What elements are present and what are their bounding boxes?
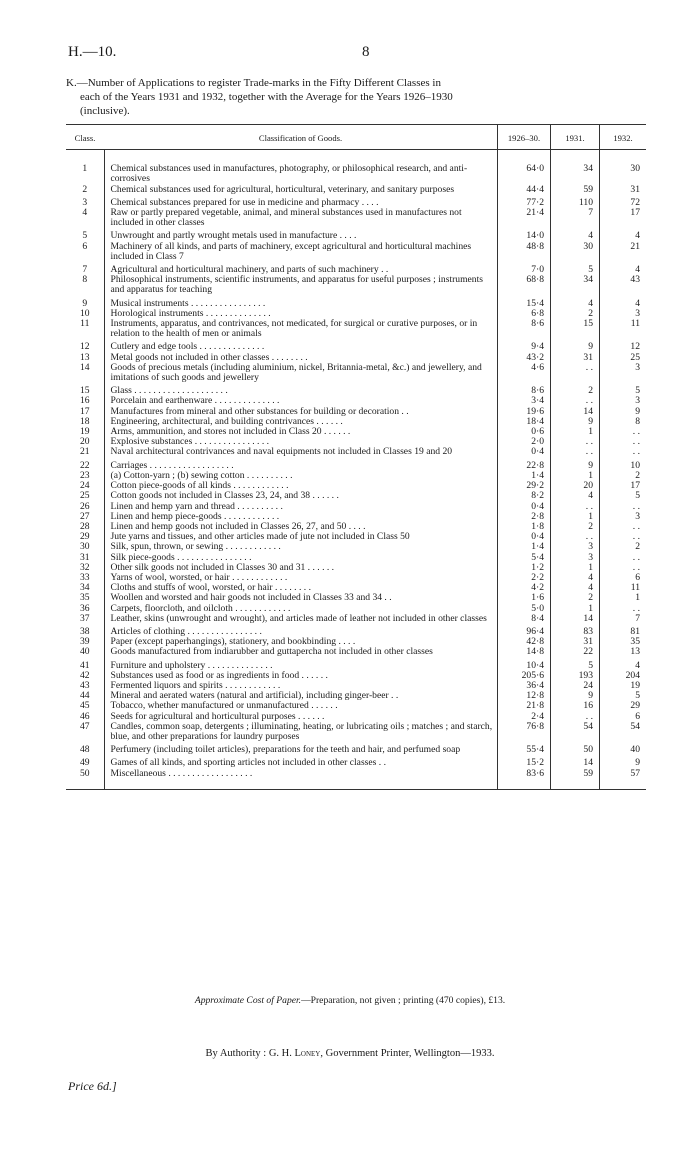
class-number: 10: [66, 309, 104, 319]
class-number: 46: [66, 712, 104, 722]
table-row: [66, 296, 646, 309]
class-number: 22: [66, 458, 104, 471]
class-description: Mineral and aerated waters (natural and artificial), including ginger-beer . .: [110, 690, 399, 702]
average-1926-30: 21·4: [498, 208, 551, 228]
class-number: 40: [66, 647, 104, 657]
table-row: [66, 614, 646, 624]
count-1932: 204: [600, 671, 647, 681]
count-1932: 19: [600, 681, 647, 691]
class-description: Engineering, architectural, and building contrivances . . . . . .: [110, 415, 343, 427]
header-1932: 1932.: [600, 125, 647, 150]
class-description: Machinery of all kinds, and parts of machinery, except agricultural and horticultural machines included in Class 7: [110, 240, 472, 262]
average-1926-30: 15·4: [498, 296, 551, 309]
count-1931: 34: [551, 150, 600, 185]
average-1926-30: 8·2: [498, 491, 551, 501]
class-description: Musical instruments . . . . . . . . . . . . . . . .: [110, 297, 266, 309]
class-number: 15: [66, 383, 104, 396]
count-1931: 54: [551, 722, 600, 742]
class-number: 8: [66, 275, 104, 295]
class-number: 41: [66, 658, 104, 671]
count-1931: 4: [551, 228, 600, 241]
average-1926-30: 4·6: [498, 363, 551, 383]
class-number: 32: [66, 563, 104, 573]
class-description: Jute yarns and tissues, and other articles made of jute not included in Class 50: [110, 531, 410, 543]
table-row: [66, 742, 646, 755]
class-number: 44: [66, 691, 104, 701]
count-1931: 9: [551, 458, 600, 471]
average-1926-30: 1·4: [498, 471, 551, 481]
count-1931: 1: [551, 563, 600, 573]
count-1931: 9: [551, 417, 600, 427]
count-1931: 14: [551, 755, 600, 768]
average-1926-30: 21·8: [498, 701, 551, 711]
count-1931: 1: [551, 427, 600, 437]
class-number: 37: [66, 614, 104, 624]
average-1926-30: 22·8: [498, 458, 551, 471]
class-description: Candles, common soap, detergents ; illuminating, heating, or lubricating oils ; matches ; and starch, blue, and other preparations for laundry purposes: [110, 720, 493, 742]
class-description: Agricultural and horticultural machinery, and parts of such machinery . .: [110, 264, 389, 276]
class-description: Articles of clothing . . . . . . . . . . . . . . . .: [110, 625, 262, 637]
class-number: 23: [66, 471, 104, 481]
class-number: 48: [66, 742, 104, 755]
count-1931: 7: [551, 208, 600, 228]
class-number: 39: [66, 637, 104, 647]
count-1932: 3: [600, 363, 647, 383]
class-number: 1: [66, 150, 104, 185]
class-description: Silk piece-goods . . . . . . . . . . . . . . . .: [110, 551, 252, 563]
count-1932: . .: [600, 502, 647, 512]
count-1931: 4: [551, 296, 600, 309]
cost-text: —Preparation, not given ; printing (470 copies), £13.: [301, 995, 506, 1006]
class-description: Philosophical instruments, scientific instruments, and apparatus for useful purposes ; instruments and apparatus for teaching: [110, 274, 483, 296]
document-code: H.—10.: [68, 44, 117, 60]
class-number: 13: [66, 353, 104, 363]
class-description: Other silk goods not included in Classes 30 and 31 . . . . . .: [110, 561, 335, 573]
count-1931: 1: [551, 604, 600, 614]
class-number: 17: [66, 407, 104, 417]
class-description: Tobacco, whether manufactured or unmanufactured . . . . . .: [110, 700, 338, 712]
class-description: Fermented liquors and spirits . . . . . . . . . . . .: [110, 679, 281, 691]
table-row: [66, 769, 646, 790]
count-1931: 2: [551, 593, 600, 603]
class-number: 36: [66, 604, 104, 614]
price-note: Price 6d.]: [68, 1079, 117, 1093]
class-number: 9: [66, 296, 104, 309]
authority-prefix: By Authority :: [205, 1048, 267, 1059]
class-number: 33: [66, 573, 104, 583]
class-description: Carriages . . . . . . . . . . . . . . . . . .: [110, 459, 234, 471]
header-class: Class.: [66, 125, 104, 150]
count-1932: . .: [600, 437, 647, 447]
average-1926-30: 2·8: [498, 512, 551, 522]
count-1931: 59: [551, 185, 600, 195]
average-1926-30: 1·4: [498, 542, 551, 552]
table-row: [66, 658, 646, 671]
average-1926-30: 4·2: [498, 583, 551, 593]
class-description: Metal goods not included in other classes . . . . . . . .: [110, 351, 308, 363]
class-description: Chemical substances used in manufactures, photography, or philosophical research, and anti-corrosives: [110, 163, 468, 185]
class-number: 30: [66, 542, 104, 552]
count-1931: 15: [551, 319, 600, 339]
average-1926-30: 96·4: [498, 624, 551, 637]
class-description: Cloths and stuffs of wool, worsted, or hair . . . . . . . .: [110, 582, 311, 594]
class-description: Miscellaneous . . . . . . . . . . . . . . . . . .: [104, 769, 498, 790]
average-1926-30: 0·6: [498, 427, 551, 437]
authority-line: [0, 1048, 700, 1059]
class-description: Chemical substances used for agricultural, horticultural, veterinary, and sanitary purposes: [110, 183, 455, 195]
count-1932: 4: [600, 262, 647, 275]
cost-note: [0, 995, 700, 1006]
class-number: 49: [66, 755, 104, 768]
count-1931: 16: [551, 701, 600, 711]
count-1931: 20: [551, 481, 600, 491]
count-1932: 10: [600, 458, 647, 471]
table-row: [66, 339, 646, 352]
count-1931: 22: [551, 647, 600, 657]
count-1931: 3: [551, 553, 600, 563]
count-1932: 7: [600, 614, 647, 624]
class-description: Woollen and worsted and hair goods not included in Classes 33 and 34 . .: [110, 592, 392, 604]
class-description: Leather, skins (unwrought and wrought), and articles made of leather not included in other classes: [110, 612, 487, 624]
average-1926-30: 12·8: [498, 691, 551, 701]
average-1926-30: 77·2: [498, 195, 551, 208]
count-1931: 59: [551, 769, 600, 790]
class-description: Raw or partly prepared vegetable, animal, and mineral substances used in manufactures not included in other classes: [110, 207, 462, 229]
class-number: 20: [66, 437, 104, 447]
count-1931: 2: [551, 383, 600, 396]
class-description: Instruments, apparatus, and contrivances, not medicated, for surgical or curative purposes, or in relation to the health of men or animals: [110, 318, 478, 340]
class-number: 11: [66, 319, 104, 339]
count-1931: 110: [551, 195, 600, 208]
table-row: [66, 363, 646, 383]
count-1932: 4: [600, 296, 647, 309]
count-1932: 17: [600, 208, 647, 228]
class-number: 16: [66, 396, 104, 406]
count-1931: 1: [551, 512, 600, 522]
count-1931: 14: [551, 614, 600, 624]
average-1926-30: 2·2: [498, 573, 551, 583]
table-row: [66, 228, 646, 241]
class-description: Perfumery (including toilet articles), preparations for the teeth and hair, and perfumed soap: [110, 744, 461, 756]
class-description: Cotton piece-goods of all kinds . . . . . . . . . . . .: [110, 480, 289, 492]
count-1932: 8: [600, 417, 647, 427]
average-1926-30: 15·2: [498, 755, 551, 768]
count-1932: 31: [600, 185, 647, 195]
class-description: Chemical substances prepared for use in medicine and pharmacy . . . .: [110, 196, 379, 208]
class-number: 21: [66, 447, 104, 457]
count-1932: 13: [600, 647, 647, 657]
class-description: (a) Cotton-yarn ; (b) sewing cotton . . . . . . . . . .: [110, 469, 293, 481]
average-1926-30: 1·6: [498, 593, 551, 603]
count-1931: . .: [551, 447, 600, 457]
class-number: 14: [66, 363, 104, 383]
printer-name: G. H. Loney: [268, 1048, 321, 1059]
count-1932: 40: [600, 742, 647, 755]
count-1932: 5: [600, 691, 647, 701]
count-1931: 2: [551, 309, 600, 319]
count-1931: 2: [551, 522, 600, 532]
class-number: 12: [66, 339, 104, 352]
header-classification: Classification of Goods.: [104, 125, 498, 150]
count-1932: 5: [600, 491, 647, 501]
class-number: 43: [66, 681, 104, 691]
average-1926-30: 29·2: [498, 481, 551, 491]
class-number: 7: [66, 262, 104, 275]
title-line-1: K.—Number of Applications to register Trade-marks in the Fifty Different Classes in: [66, 77, 441, 89]
class-number: 42: [66, 671, 104, 681]
count-1931: 5: [551, 262, 600, 275]
average-1926-30: 0·4: [498, 447, 551, 457]
average-1926-30: 10·4: [498, 658, 551, 671]
authority-suffix: , Government Printer, Wellington—1933.: [320, 1048, 495, 1059]
count-1931: 9: [551, 691, 600, 701]
class-number: 35: [66, 593, 104, 603]
class-description: Arms, ammunition, and stores not included in Class 20 . . . . . .: [110, 426, 351, 438]
class-description: Unwrought and partly wrought metals used in manufacture . . . .: [110, 230, 357, 242]
count-1931: 31: [551, 637, 600, 647]
class-description: Paper (except paperhangings), stationery, and bookbinding . . . .: [110, 636, 356, 648]
class-description: Cutlery and edge tools . . . . . . . . . . . . . .: [110, 341, 265, 353]
table-row: [66, 150, 646, 185]
count-1932: 11: [600, 583, 647, 593]
count-1932: . .: [600, 532, 647, 542]
average-1926-30: 8·6: [498, 383, 551, 396]
count-1932: 3: [600, 512, 647, 522]
count-1932: 43: [600, 275, 647, 295]
class-description: Cotton goods not included in Classes 23, 24, and 38 . . . . . .: [110, 490, 339, 502]
count-1931: 4: [551, 491, 600, 501]
count-1931: 9: [551, 339, 600, 352]
table-row: [66, 593, 646, 603]
table-row: [66, 242, 646, 262]
average-1926-30: 68·8: [498, 275, 551, 295]
class-description: Horological instruments . . . . . . . . . . . . . .: [110, 307, 271, 319]
count-1932: 5: [600, 383, 647, 396]
class-description: Goods of precious metals (including aluminium, nickel, Britannia-metal, &c.) and jewellery, and imitations of such goods and jewellery: [110, 361, 482, 384]
average-1926-30: 83·6: [498, 769, 551, 790]
class-number: 29: [66, 532, 104, 542]
average-1926-30: 44·4: [498, 185, 551, 195]
average-1926-30: 3·4: [498, 396, 551, 406]
class-number: 5: [66, 228, 104, 241]
class-number: 6: [66, 242, 104, 262]
average-1926-30: 43·2: [498, 353, 551, 363]
class-description: Porcelain and earthenware . . . . . . . . . . . . . .: [110, 395, 280, 407]
count-1932: 12: [600, 339, 647, 352]
average-1926-30: 6·8: [498, 309, 551, 319]
average-1926-30: 5·0: [498, 604, 551, 614]
count-1932: . .: [600, 447, 647, 457]
table-body: [66, 150, 646, 790]
class-description: Silk, spun, thrown, or sewing . . . . . . . . . . . .: [110, 541, 281, 553]
class-number: 18: [66, 417, 104, 427]
count-1932: . .: [600, 522, 647, 532]
table-row: [66, 755, 646, 768]
class-description: Linen and hemp goods not included in Classes 26, 27, and 50 . . . .: [110, 520, 366, 532]
page-number: 8: [362, 44, 370, 60]
class-number: 25: [66, 491, 104, 501]
count-1931: . .: [551, 363, 600, 383]
count-1931: 83: [551, 624, 600, 637]
count-1932: . .: [600, 604, 647, 614]
count-1932: . .: [600, 427, 647, 437]
average-1926-30: 14·0: [498, 228, 551, 241]
count-1932: 4: [600, 228, 647, 241]
class-description: Goods manufactured from indiarubber and guttapercha not included in other classes: [110, 646, 433, 658]
table-row: [66, 542, 646, 552]
class-description: Explosive substances . . . . . . . . . . . . . . . .: [110, 436, 270, 448]
class-number: 19: [66, 427, 104, 437]
count-1932: 54: [600, 722, 647, 742]
count-1931: 14: [551, 407, 600, 417]
average-1926-30: 76·8: [498, 722, 551, 742]
title-line-3: (inclusive).: [80, 105, 130, 117]
average-1926-30: 18·4: [498, 417, 551, 427]
count-1932: 2: [600, 542, 647, 552]
class-number: 26: [66, 502, 104, 512]
class-number: 47: [66, 722, 104, 742]
count-1931: 30: [551, 242, 600, 262]
class-description: Linen and hemp piece-goods . . . . . . . . . . . .: [110, 510, 280, 522]
count-1931: . .: [551, 532, 600, 542]
count-1931: 4: [551, 583, 600, 593]
table-row: [66, 458, 646, 471]
count-1932: 17: [600, 481, 647, 491]
average-1926-30: 64·0: [498, 150, 551, 185]
count-1931: 31: [551, 353, 600, 363]
class-number: 34: [66, 583, 104, 593]
count-1932: 30: [600, 150, 647, 185]
count-1932: 81: [600, 624, 647, 637]
count-1932: 35: [600, 637, 647, 647]
count-1931: . .: [551, 502, 600, 512]
count-1931: 34: [551, 275, 600, 295]
average-1926-30: 48·8: [498, 242, 551, 262]
average-1926-30: 5·4: [498, 553, 551, 563]
average-1926-30: 0·4: [498, 532, 551, 542]
trade-marks-table: [66, 124, 646, 790]
average-1926-30: 9·4: [498, 339, 551, 352]
count-1931: 193: [551, 671, 600, 681]
class-number: 28: [66, 522, 104, 532]
average-1926-30: 2·0: [498, 437, 551, 447]
class-description: Naval architectural contrivances and naval equipments not included in Classes 19 and 20: [110, 446, 453, 458]
title-line-2: each of the Years 1931 and 1932, together with the Average for the Years 1926–1930: [80, 91, 453, 103]
average-1926-30: 0·4: [498, 502, 551, 512]
count-1931: . .: [551, 396, 600, 406]
average-1926-30: 1·2: [498, 563, 551, 573]
class-description: Games of all kinds, and sporting articles not included in other classes . .: [110, 757, 386, 769]
average-1926-30: 36·4: [498, 681, 551, 691]
count-1931: 50: [551, 742, 600, 755]
count-1932: 6: [600, 712, 647, 722]
average-1926-30: 2·4: [498, 712, 551, 722]
count-1931: 4: [551, 573, 600, 583]
class-number: 50: [66, 769, 104, 790]
count-1932: 3: [600, 309, 647, 319]
count-1932: . .: [600, 553, 647, 563]
count-1931: 3: [551, 542, 600, 552]
class-number: 4: [66, 208, 104, 228]
class-number: 24: [66, 481, 104, 491]
class-description: Substances used as food or as ingredients in food . . . . . .: [110, 669, 328, 681]
table-header-row: [66, 125, 646, 150]
average-1926-30: 42·8: [498, 637, 551, 647]
count-1932: 6: [600, 573, 647, 583]
class-description: Yarns of wool, worsted, or hair . . . . . . . . . . . .: [110, 571, 288, 583]
average-1926-30: 7·0: [498, 262, 551, 275]
class-number: 3: [66, 195, 104, 208]
cost-label: Approximate Cost of Paper.: [194, 995, 302, 1006]
class-description: Manufactures from mineral and other substances for building or decoration . .: [110, 405, 409, 417]
count-1931: 24: [551, 681, 600, 691]
table-row: [66, 491, 646, 501]
table-row: [66, 722, 646, 742]
count-1932: 9: [600, 755, 647, 768]
count-1932: 11: [600, 319, 647, 339]
count-1932: 25: [600, 353, 647, 363]
count-1932: 57: [600, 769, 647, 790]
table-row: [66, 185, 646, 195]
class-description: Glass . . . . . . . . . . . . . . . . . . . .: [110, 385, 228, 397]
class-number: 27: [66, 512, 104, 522]
count-1931: . .: [551, 712, 600, 722]
class-number: 2: [66, 185, 104, 195]
class-number: 38: [66, 624, 104, 637]
table-title: [66, 76, 646, 118]
average-1926-30: 205·6: [498, 671, 551, 681]
count-1932: 29: [600, 701, 647, 711]
average-1926-30: 8·4: [498, 614, 551, 624]
average-1926-30: 55·4: [498, 742, 551, 755]
header-average: 1926–30.: [498, 125, 551, 150]
count-1932: 21: [600, 242, 647, 262]
average-1926-30: 19·6: [498, 407, 551, 417]
table-row: [66, 647, 646, 657]
table-row: [66, 275, 646, 295]
header-1931: 1931.: [551, 125, 600, 150]
class-description: Carpets, floorcloth, and oilcloth . . . . . . . . . . . .: [110, 602, 291, 614]
table-row: [66, 447, 646, 457]
count-1931: 1: [551, 471, 600, 481]
average-1926-30: 8·6: [498, 319, 551, 339]
class-number: 45: [66, 701, 104, 711]
count-1931: . .: [551, 437, 600, 447]
count-1932: 3: [600, 396, 647, 406]
class-description: Furniture and upholstery . . . . . . . . . . . . . .: [110, 659, 273, 671]
class-number: 31: [66, 553, 104, 563]
count-1932: 72: [600, 195, 647, 208]
class-description: Seeds for agricultural and horticultural purposes . . . . . .: [110, 710, 325, 722]
count-1932: . .: [600, 563, 647, 573]
count-1931: 5: [551, 658, 600, 671]
table-row: [66, 208, 646, 228]
count-1932: 4: [600, 658, 647, 671]
average-1926-30: 14·8: [498, 647, 551, 657]
count-1932: 1: [600, 593, 647, 603]
count-1932: 9: [600, 407, 647, 417]
average-1926-30: 1·8: [498, 522, 551, 532]
table-row: [66, 319, 646, 339]
count-1932: 2: [600, 471, 647, 481]
class-description: Linen and hemp yarn and thread . . . . . . . . . .: [110, 500, 283, 512]
